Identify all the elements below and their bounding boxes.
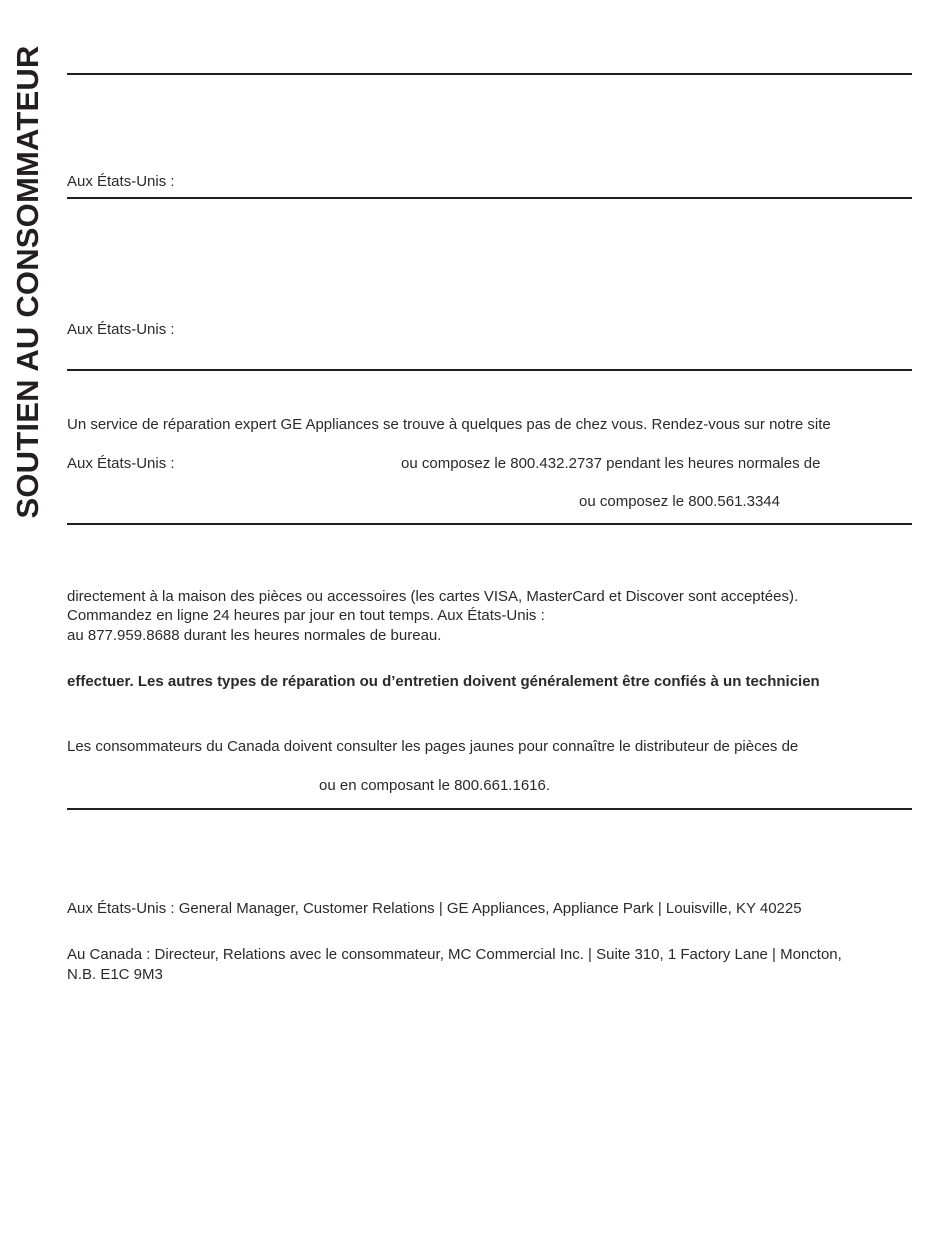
parts-line-3: au 877.959.8688 durant les heures normales de bureau. xyxy=(67,627,442,644)
us-label: Aux États-Unis : xyxy=(67,173,175,190)
repair-service-intro: Un service de réparation expert GE Appliances se trouve à quelques pas de chez vous. Rendez-vous sur notre site xyxy=(67,416,831,433)
service-warning-text: effectuer. Les autres types de réparation ou d’entretien doivent généralement être confiés à un technicien xyxy=(67,673,820,690)
section-divider xyxy=(67,197,912,199)
section-divider xyxy=(67,808,912,810)
sidebar-title: SOUTIEN AU CONSOMMATEUR xyxy=(10,45,45,519)
canada-phone-text: ou composez le 800.561.3344 xyxy=(579,493,780,510)
canada-address-line-2: N.B. E1C 9M3 xyxy=(67,966,163,983)
us-label: Aux États-Unis : xyxy=(67,321,175,338)
us-phone-text: ou composez le 800.432.2737 pendant les heures normales de xyxy=(401,455,821,472)
us-label: Aux États-Unis : xyxy=(67,455,175,472)
section-divider xyxy=(67,369,912,371)
section-divider xyxy=(67,73,912,75)
us-address: Aux États-Unis : General Manager, Customer Relations | GE Appliances, Appliance Park | Louisville, KY 40225 xyxy=(67,900,802,917)
canada-parts-text: Les consommateurs du Canada doivent consulter les pages jaunes pour connaître le distributeur de pièces de xyxy=(67,738,799,755)
section-divider xyxy=(67,523,912,525)
parts-line-1: directement à la maison des pièces ou accessoires (les cartes VISA, MasterCard et Discover sont acceptées). xyxy=(67,588,799,605)
canada-address-line-1: Au Canada : Directeur, Relations avec le consommateur, MC Commercial Inc. | Suite 310, 1 Factory Lane | Moncton, xyxy=(67,946,842,963)
parts-line-2: Commandez en ligne 24 heures par jour en tout temps. Aux États-Unis : xyxy=(67,607,545,624)
canada-parts-phone: ou en composant le 800.661.1616. xyxy=(319,777,551,794)
